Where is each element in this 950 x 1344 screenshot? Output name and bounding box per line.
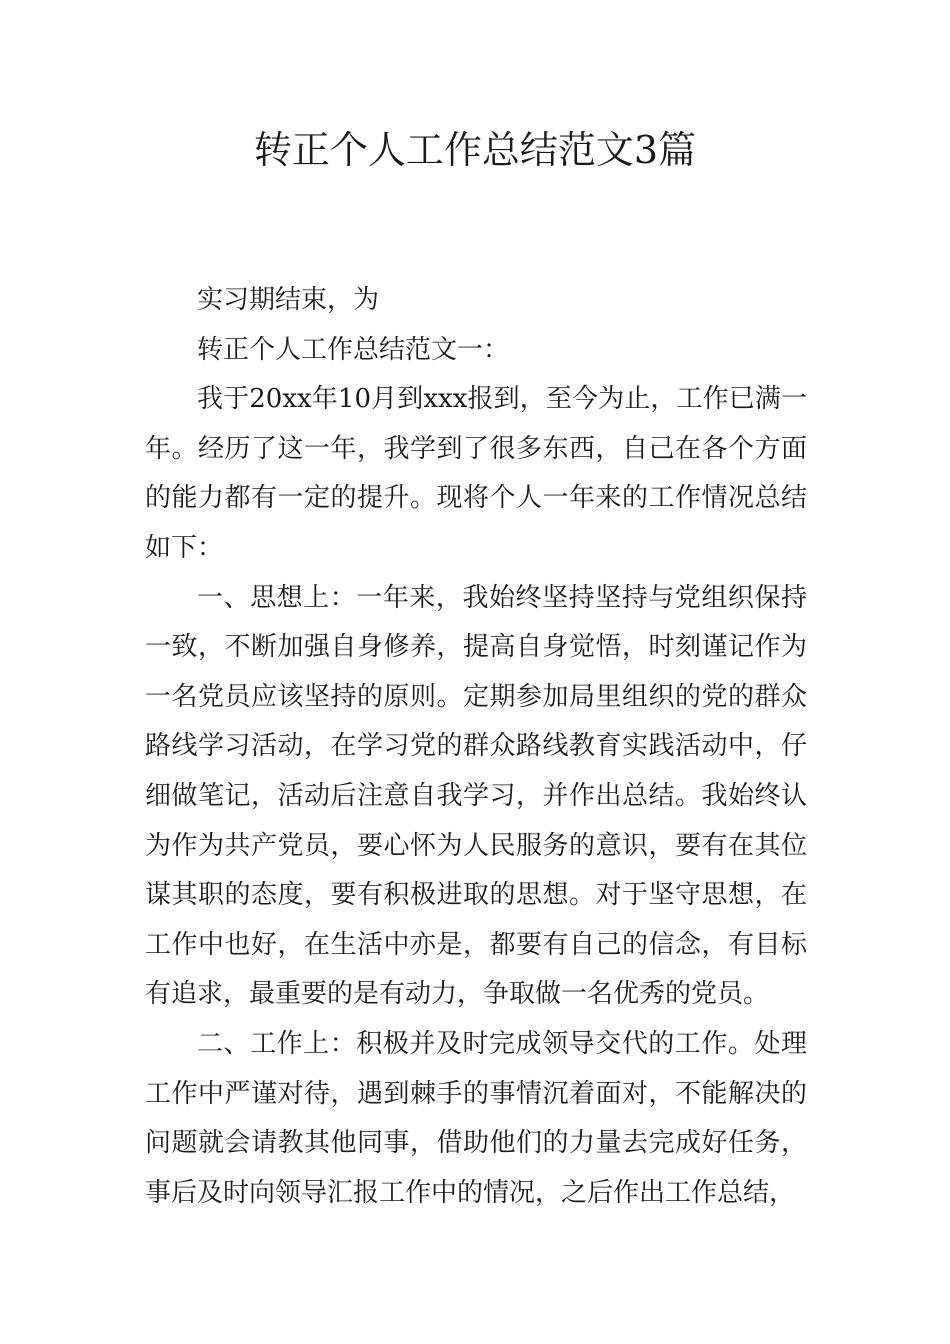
paragraph-subheading: 转正个人工作总结范文一： <box>197 334 510 365</box>
paragraph-intro: 实习期结束，为 <box>197 285 380 315</box>
paragraph-ideology: 一、思想上：一年来，我始终坚持坚持与党组织保持一致，不断加强自身修养，提高自身觉悟，时刻谨记作为一名党员应该坚持的原则。定期参加局里组织的党的群众路线学习活动，在学习党的群众路线教育实践活动中，仔细做笔记，活动后注意自我学习，并作出总结。我始终认为作为共产党员，要心怀为人民服务的意识，要有在其位谋其职的态度，要有积极进取的思想。对于坚守思想，在工作中也好，在生活中亦是，都要有自己的信念，有目标有追求，最重要的是有动力，争取做一名优秀的党员。 <box>145 582 807 1010</box>
document-body <box>145 276 807 1218</box>
paragraph-overview: 我于20xx年10月到xxx报到，至今为止，工作已满一年。经历了这一年，我学到了很多东西，自己在各个方面的能力都有一定的提升。现将个人一年来的工作情况总结如下： <box>145 384 807 563</box>
document-title: 转正个人工作总结范文3篇 <box>253 128 697 172</box>
paragraph-work: 二、工作上：积极并及时完成领导交代的工作。处理工作中严谨对待，遇到棘手的事情沉着面对，不能解决的问题就会请教其他同事，借助他们的力量去完成好任务，事后及时向领导汇报工作中的情况，之后作出工作总结， <box>145 1028 807 1208</box>
